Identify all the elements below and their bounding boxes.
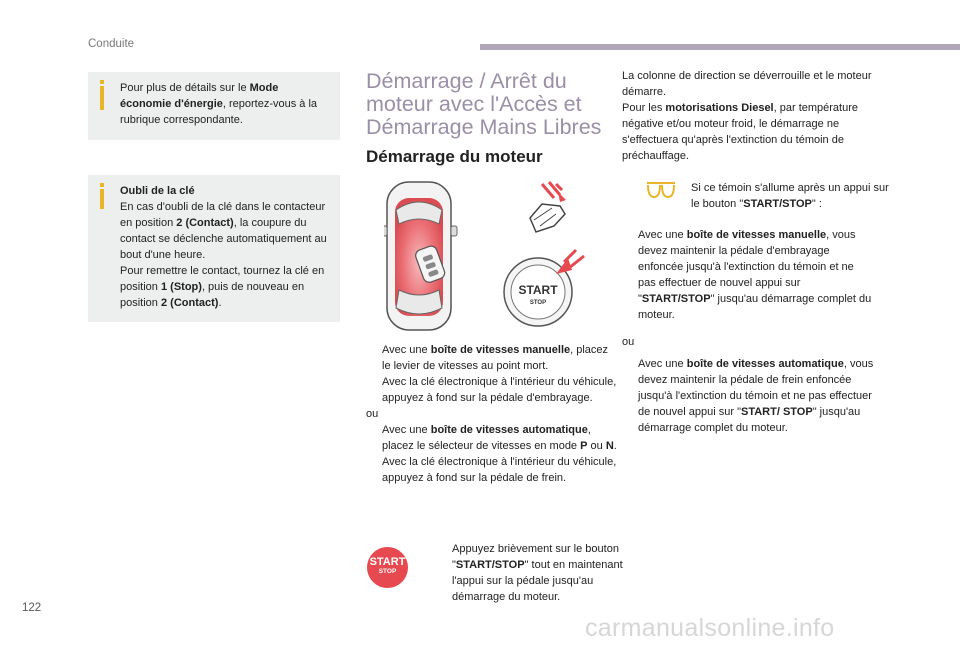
note-forgot-key: Oubli de la clé En cas d'oubli de la clé dans le contacteur en position 2 (Contact), la coupure du contact se déclenche automatiquement au bout d'une heure. Pour remettre le contact, tournez la clé en position 1 (Stop), puis de nouveau en position 2 (Contact). bbox=[88, 175, 340, 322]
header-bar bbox=[480, 44, 960, 50]
car-top-view-icon bbox=[384, 182, 457, 330]
watermark: carmanualsonline.info bbox=[585, 614, 835, 642]
manual-gearbox-instruction bbox=[622, 227, 874, 323]
section-header: Conduite bbox=[88, 38, 135, 50]
list-item: Avec la clé électronique à l'intérieur du véhicule, appuyez à fond sur la pédale d'embrayage. bbox=[382, 376, 617, 404]
list-item: Avec la clé électronique à l'intérieur du véhicule, appuyez à fond sur la pédale de frein. bbox=[382, 456, 617, 484]
stop-label: STOP bbox=[529, 300, 547, 306]
page-title: Démarrage / Arrêt du moteur avec l'Accès et Démarrage Mains Libres bbox=[366, 69, 602, 139]
start-stop-button-icon bbox=[504, 250, 584, 326]
start-stop-button-icon: START STOP bbox=[367, 547, 408, 588]
right-column-intro: La colonne de direction se déverrouille et le moteur démarre. Pour les motorisations Diesel, par température négative et/ou moteur froid, le démarrage ne s'effectuera qu'après l'extinction du témoin de préchauffage. bbox=[622, 70, 872, 162]
note-eco-mode: Pour plus de détails sur le Mode économie d'énergie, reportez-vous à la rubrique correspondante. bbox=[88, 72, 340, 140]
info-icon bbox=[100, 189, 104, 209]
list-item: Avec une boîte de vitesses manuelle, placez le levier de vitesses au point mort. bbox=[382, 344, 609, 372]
automatic-gearbox-instruction bbox=[622, 356, 874, 436]
start-label: START bbox=[518, 283, 558, 297]
info-icon bbox=[100, 86, 104, 110]
list-item: Avec une boîte de vitesses automatique, vous devez maintenir la pédale de frein enfoncée jusqu'à l'extinction du témoin et ne pas effectuer de nouvel appui sur "START/ STOP" jusqu'au démarrage complet du moteur. bbox=[638, 358, 874, 434]
section-subtitle: Démarrage du moteur bbox=[366, 147, 543, 166]
page-number: 122 bbox=[22, 602, 42, 614]
foot-pedal-icon bbox=[530, 182, 566, 232]
keyless-start-illustration bbox=[384, 180, 596, 335]
note-title: Oubli de la clé bbox=[120, 185, 195, 197]
list-item: Avec une boîte de vitesses manuelle, vous devez maintenir la pédale d'embrayage enfoncée jusqu'à l'extinction du témoin et ne pas effectuer de nouvel appui sur "START/STOP" jusqu'au démarrage complet du moteur. bbox=[638, 229, 872, 321]
or-separator: ou bbox=[366, 408, 379, 420]
or-separator: ou bbox=[622, 336, 635, 348]
preheat-glow-plug-icon bbox=[646, 181, 676, 201]
preheat-warning-text: Si ce témoin s'allume après un appui sur le bouton "START/STOP" : bbox=[691, 182, 889, 210]
press-start-instruction: Appuyez brièvement sur le bouton "START/STOP" tout en maintenant l'appui sur la pédale jusqu'au démarrage du moteur. bbox=[452, 543, 623, 603]
list-item: Avec une boîte de vitesses automatique, placez le sélecteur de vitesses en mode P ou N. bbox=[382, 424, 617, 452]
start-procedure-list bbox=[366, 342, 618, 486]
